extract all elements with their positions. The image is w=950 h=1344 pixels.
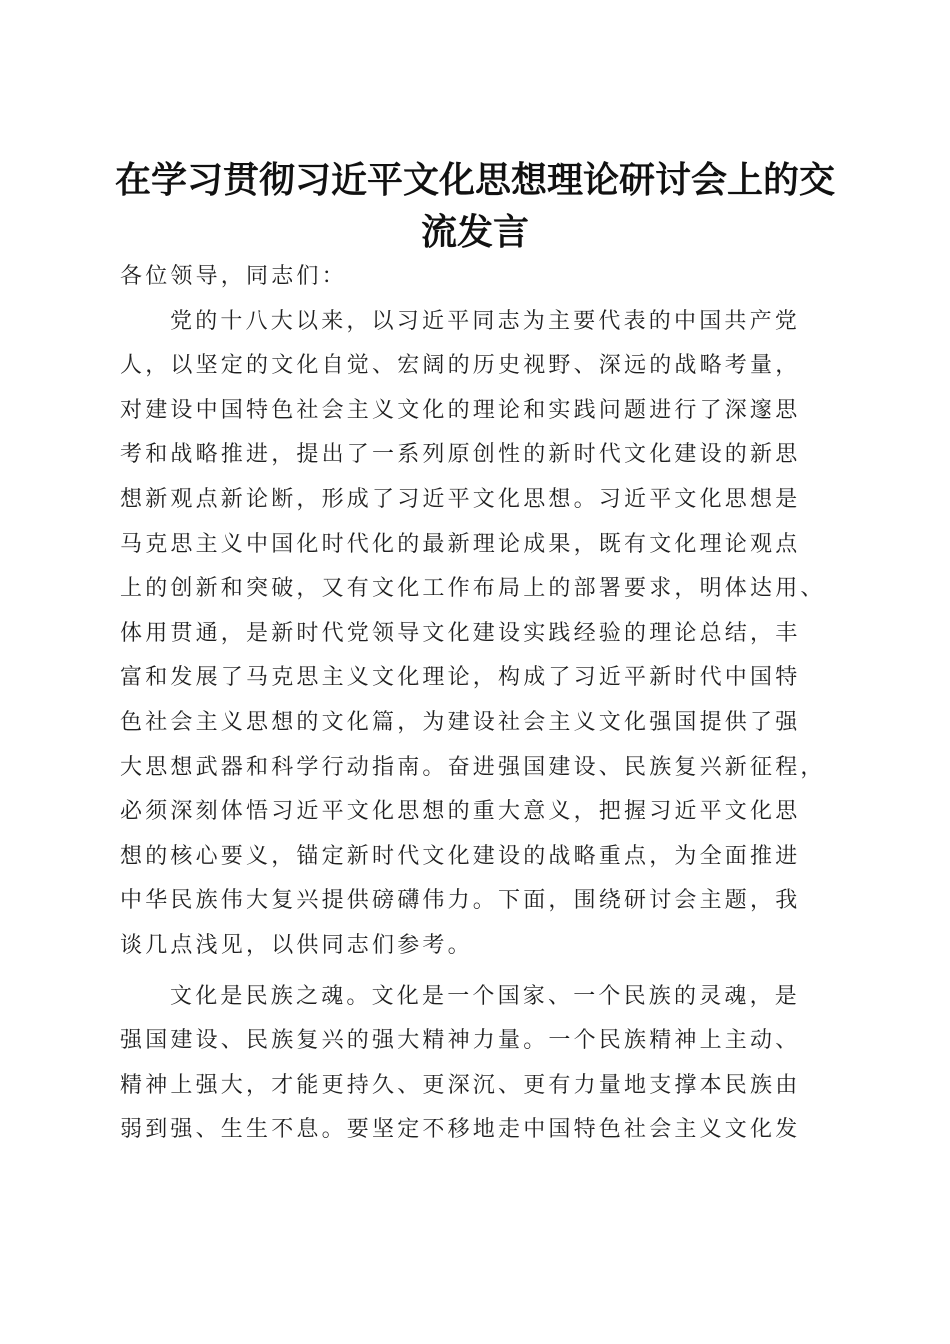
greeting: 各位领导，同志们： [120, 264, 347, 289]
paragraph-line: 对建设中国特色社会主义文化的理论和实践问题进行了深邃思 [120, 397, 801, 423]
title-line-1: 在学习贯彻习近平文化思想理论研讨会上的交 [114, 159, 835, 202]
paragraph-line: 谈几点浅见，以供同志们参考。 [120, 932, 473, 958]
paragraph-2 [120, 975, 840, 1153]
paragraph-line: 想的核心要义，锚定新时代文化建设的战略重点，为全面推进 [120, 843, 801, 869]
paragraph-line: 大思想武器和科学行动指南。奋进强国建设、民族复兴新征程， [120, 754, 826, 780]
title-line-2: 流发言 [420, 211, 529, 254]
paragraph-line: 色社会主义思想的文化篇，为建设社会主义文化强国提供了强 [120, 709, 801, 735]
paragraph-line: 强国建设、民族复兴的强大精神力量。一个民族精神上主动、 [120, 1028, 801, 1054]
paragraph-line: 考和战略推进，提出了一系列原创性的新时代文化建设的新思 [120, 442, 801, 468]
paragraph-line: 中华民族伟大复兴提供磅礴伟力。下面，围绕研讨会主题，我 [120, 888, 801, 914]
paragraph-line: 上的创新和突破，又有文化工作布局上的部署要求，明体达用、 [120, 576, 826, 602]
paragraph-line: 人，以坚定的文化自觉、宏阔的历史视野、深远的战略考量， [120, 353, 801, 379]
paragraph-line: 文化是民族之魂。文化是一个国家、一个民族的灵魂，是 [170, 983, 801, 1009]
document-body [120, 255, 840, 1153]
paragraph-line: 富和发展了马克思主义文化理论，构成了习近平新时代中国特 [120, 665, 801, 691]
paragraph-line: 弱到强、生生不息。要坚定不移地走中国特色社会主义文化发 [120, 1117, 801, 1143]
paragraph-line: 马克思主义中国化时代化的最新理论成果，既有文化理论观点 [120, 531, 801, 557]
document-title [80, 154, 870, 258]
paragraph-line: 体用贯通，是新时代党领导文化建设实践经验的理论总结，丰 [120, 620, 801, 646]
paragraph-line: 想新观点新论断，形成了习近平文化思想。习近平文化思想是 [120, 486, 801, 512]
paragraph-line: 精神上强大，才能更持久、更深沉、更有力量地支撑本民族由 [120, 1072, 801, 1098]
paragraph-1 [120, 300, 840, 969]
paragraph-line: 必须深刻体悟习近平文化思想的重大意义，把握习近平文化思 [120, 799, 801, 825]
paragraph-line: 党的十八大以来，以习近平同志为主要代表的中国共产党 [170, 308, 801, 334]
